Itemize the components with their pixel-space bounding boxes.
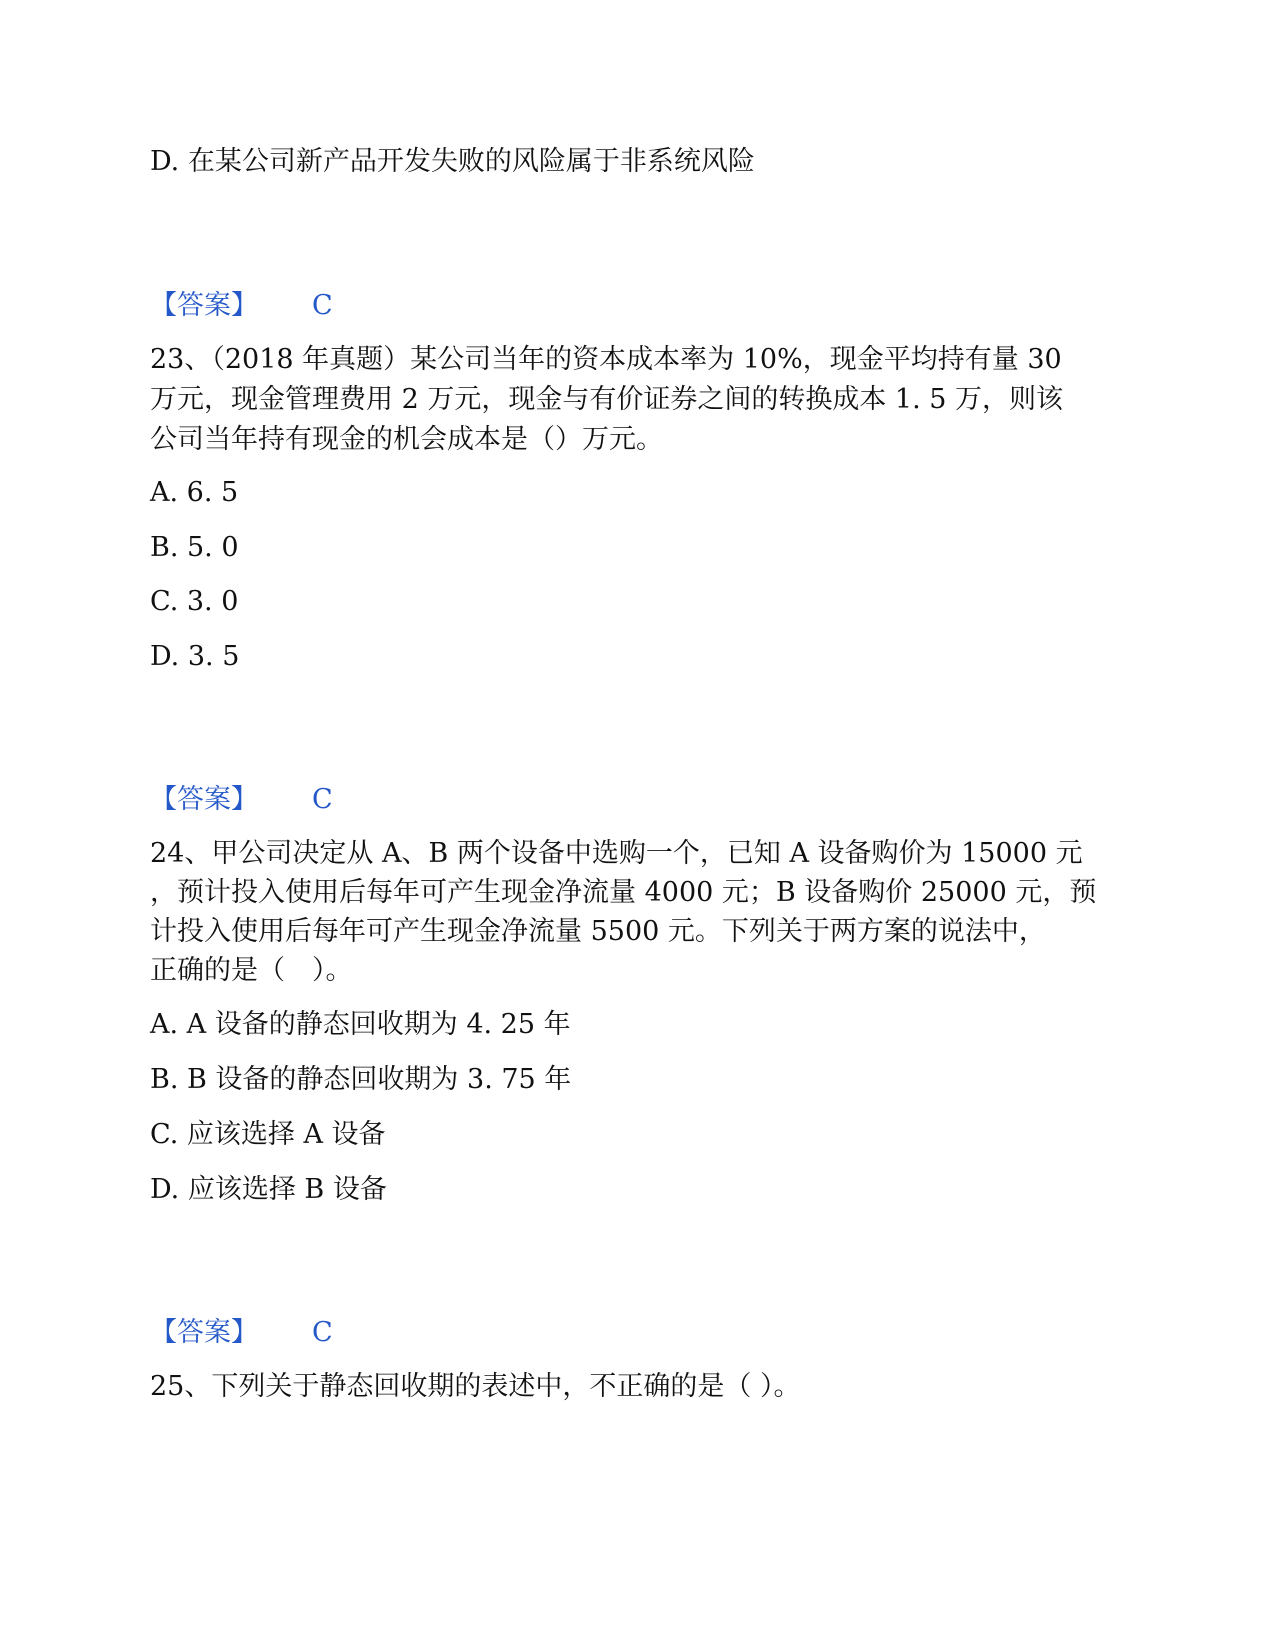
option-a: A. 6. 5 <box>150 477 239 508</box>
option-b: B. B 设备的静态回收期为 3. 75 年 <box>150 1064 572 1095</box>
option-d-prev: D. 在某公司新产品开发失败的风险属于非系统风险 <box>150 146 755 177</box>
answer-label: 【答案】 <box>150 784 258 815</box>
option-b: B. 5. 0 <box>150 532 239 563</box>
option-c: C. 应该选择 A 设备 <box>150 1119 386 1150</box>
question-24-line-3: 计投入使用后每年可产生现金净流量 5500 元。下列关于两方案的说法中， <box>150 916 1046 947</box>
answer-row <box>150 1313 333 1353</box>
option-a: A. A 设备的静态回收期为 4. 25 年 <box>150 1009 571 1040</box>
question-23-line-1: 23、（2018 年真题）某公司当年的资本成本率为 10%，现金平均持有量 30 <box>150 344 1062 375</box>
question-25-line-1: 25、下列关于静态回收期的表述中，不正确的是（ ）。 <box>150 1371 801 1402</box>
answer-label: 【答案】 <box>150 290 258 321</box>
option-d: D. 应该选择 B 设备 <box>150 1174 387 1205</box>
option-c: C. 3. 0 <box>150 586 239 617</box>
answer-row <box>150 286 333 326</box>
question-24-line-2: ，预计投入使用后每年可产生现金净流量 4000 元；B 设备购价 25000 元，预 <box>150 877 1097 908</box>
question-23-line-3: 公司当年持有现金的机会成本是（）万元。 <box>150 424 663 455</box>
question-23-line-2: 万元，现金管理费用 2 万元，现金与有价证券之间的转换成本 1. 5 万，则该 <box>150 384 1064 415</box>
question-24-line-4: 正确的是（ ）。 <box>150 955 353 986</box>
question-24-line-1: 24、甲公司决定从 A、B 两个设备中选购一个，已知 A 设备购价为 15000 元 <box>150 838 1083 869</box>
answer-value: C <box>312 1317 333 1348</box>
answer-row <box>150 780 333 820</box>
answer-label: 【答案】 <box>150 1317 258 1348</box>
option-d: D. 3. 5 <box>150 641 240 672</box>
answer-value: C <box>312 784 333 815</box>
answer-value: C <box>312 290 333 321</box>
